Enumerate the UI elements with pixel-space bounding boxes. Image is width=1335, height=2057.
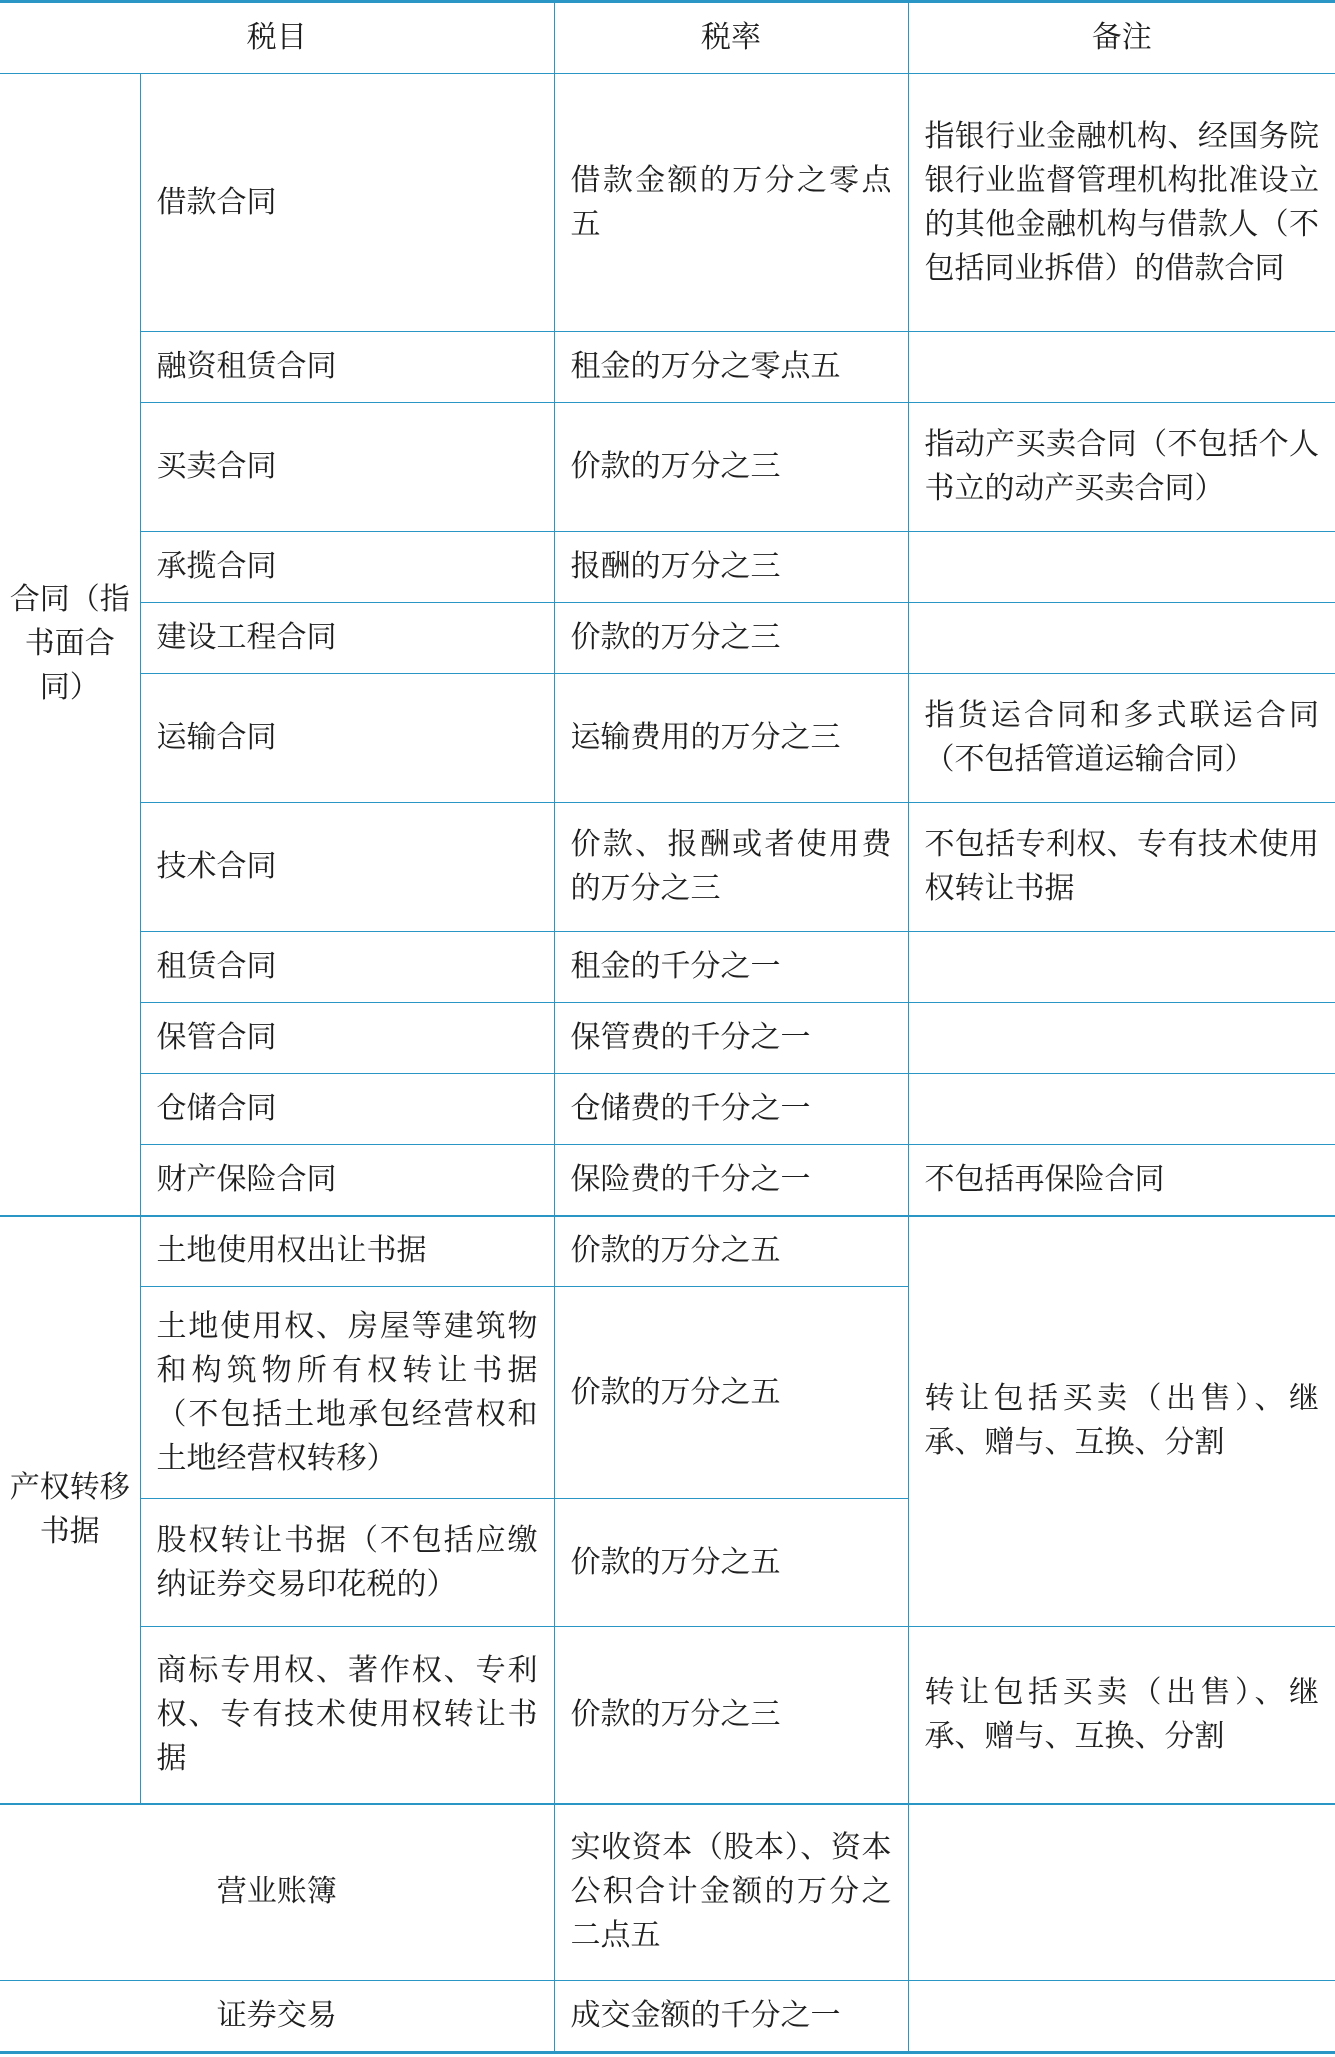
- header-note: 备注: [908, 2, 1335, 74]
- row-note: [908, 1981, 1335, 2053]
- row-item: 买卖合同: [140, 403, 554, 532]
- row-note: 指银行业金融机构、经国务院银行业监督管理机构批准设立的其他金融机构与借款人（不包括同业拆借）的借款合同: [908, 74, 1335, 332]
- table-row: [0, 332, 1335, 403]
- header-rate: 税率: [554, 2, 908, 74]
- row-note: 转让包括买卖（出售）、继承、赠与、互换、分割: [908, 1627, 1335, 1804]
- row-rate: 租金的千分之一: [554, 932, 908, 1003]
- row-rate: 价款的万分之三: [554, 1627, 908, 1804]
- table-row: [0, 1981, 1335, 2053]
- row-item: 土地使用权、房屋等建筑物和构筑物所有权转让书据（不包括土地承包经营权和土地经营权转移）: [140, 1287, 554, 1499]
- row-item: 运输合同: [140, 674, 554, 803]
- row-item: 财产保险合同: [140, 1145, 554, 1216]
- row-item: 商标专用权、著作权、专利权、专有技术使用权转让书据: [140, 1627, 554, 1804]
- row-note: 不包括再保险合同: [908, 1145, 1335, 1216]
- row-rate: 价款的万分之五: [554, 1499, 908, 1627]
- row-rate: 仓储费的千分之一: [554, 1074, 908, 1145]
- row-item: 借款合同: [140, 74, 554, 332]
- table-row: [0, 1216, 1335, 1287]
- row-rate: 价款、报酬或者使用费的万分之三: [554, 803, 908, 932]
- row-item: 证券交易: [0, 1981, 554, 2053]
- row-note: [908, 1003, 1335, 1074]
- row-rate: 价款的万分之五: [554, 1216, 908, 1287]
- row-item: 承揽合同: [140, 532, 554, 603]
- table-row: [0, 674, 1335, 803]
- table-row: [0, 403, 1335, 532]
- row-rate: 保险费的千分之一: [554, 1145, 908, 1216]
- row-rate: 报酬的万分之三: [554, 532, 908, 603]
- table-row: [0, 603, 1335, 674]
- row-rate: 价款的万分之三: [554, 403, 908, 532]
- row-rate: 运输费用的万分之三: [554, 674, 908, 803]
- table-row: [0, 1074, 1335, 1145]
- category-transfer: 产权转移书据: [0, 1216, 140, 1804]
- row-item: 营业账簿: [0, 1804, 554, 1981]
- table-row: [0, 803, 1335, 932]
- row-item: 技术合同: [140, 803, 554, 932]
- row-note: [908, 1804, 1335, 1981]
- row-note: 指货运合同和多式联运合同（不包括管道运输合同）: [908, 674, 1335, 803]
- table-row: [0, 74, 1335, 332]
- row-item: 建设工程合同: [140, 603, 554, 674]
- row-note: [908, 932, 1335, 1003]
- row-note: [908, 603, 1335, 674]
- table-row: [0, 532, 1335, 603]
- row-item: 土地使用权出让书据: [140, 1216, 554, 1287]
- table-row: [0, 1145, 1335, 1216]
- row-note: 不包括专利权、专有技术使用权转让书据: [908, 803, 1335, 932]
- row-rate: 价款的万分之五: [554, 1287, 908, 1499]
- row-item: 融资租赁合同: [140, 332, 554, 403]
- row-rate: 实收资本（股本）、资本公积合计金额的万分之二点五: [554, 1804, 908, 1981]
- row-item: 仓储合同: [140, 1074, 554, 1145]
- row-rate: 借款金额的万分之零点五: [554, 74, 908, 332]
- row-item: 股权转让书据（不包括应缴纳证券交易印花税的）: [140, 1499, 554, 1627]
- table-row: [0, 1003, 1335, 1074]
- row-note: 转让包括买卖（出售）、继承、赠与、互换、分割: [908, 1216, 1335, 1627]
- row-rate: 保管费的千分之一: [554, 1003, 908, 1074]
- category-contracts: 合同（指书面合同）: [0, 74, 140, 1216]
- row-rate: 价款的万分之三: [554, 603, 908, 674]
- table-row: [0, 1627, 1335, 1804]
- header-item: 税目: [0, 2, 554, 74]
- table-header-row: [0, 2, 1335, 74]
- row-rate: 成交金额的千分之一: [554, 1981, 908, 2053]
- row-note: 指动产买卖合同（不包括个人书立的动产买卖合同）: [908, 403, 1335, 532]
- row-note: [908, 332, 1335, 403]
- row-note: [908, 1074, 1335, 1145]
- table-row: [0, 1804, 1335, 1981]
- table-row: [0, 932, 1335, 1003]
- row-note: [908, 532, 1335, 603]
- row-item: 租赁合同: [140, 932, 554, 1003]
- row-rate: 租金的万分之零点五: [554, 332, 908, 403]
- row-item: 保管合同: [140, 1003, 554, 1074]
